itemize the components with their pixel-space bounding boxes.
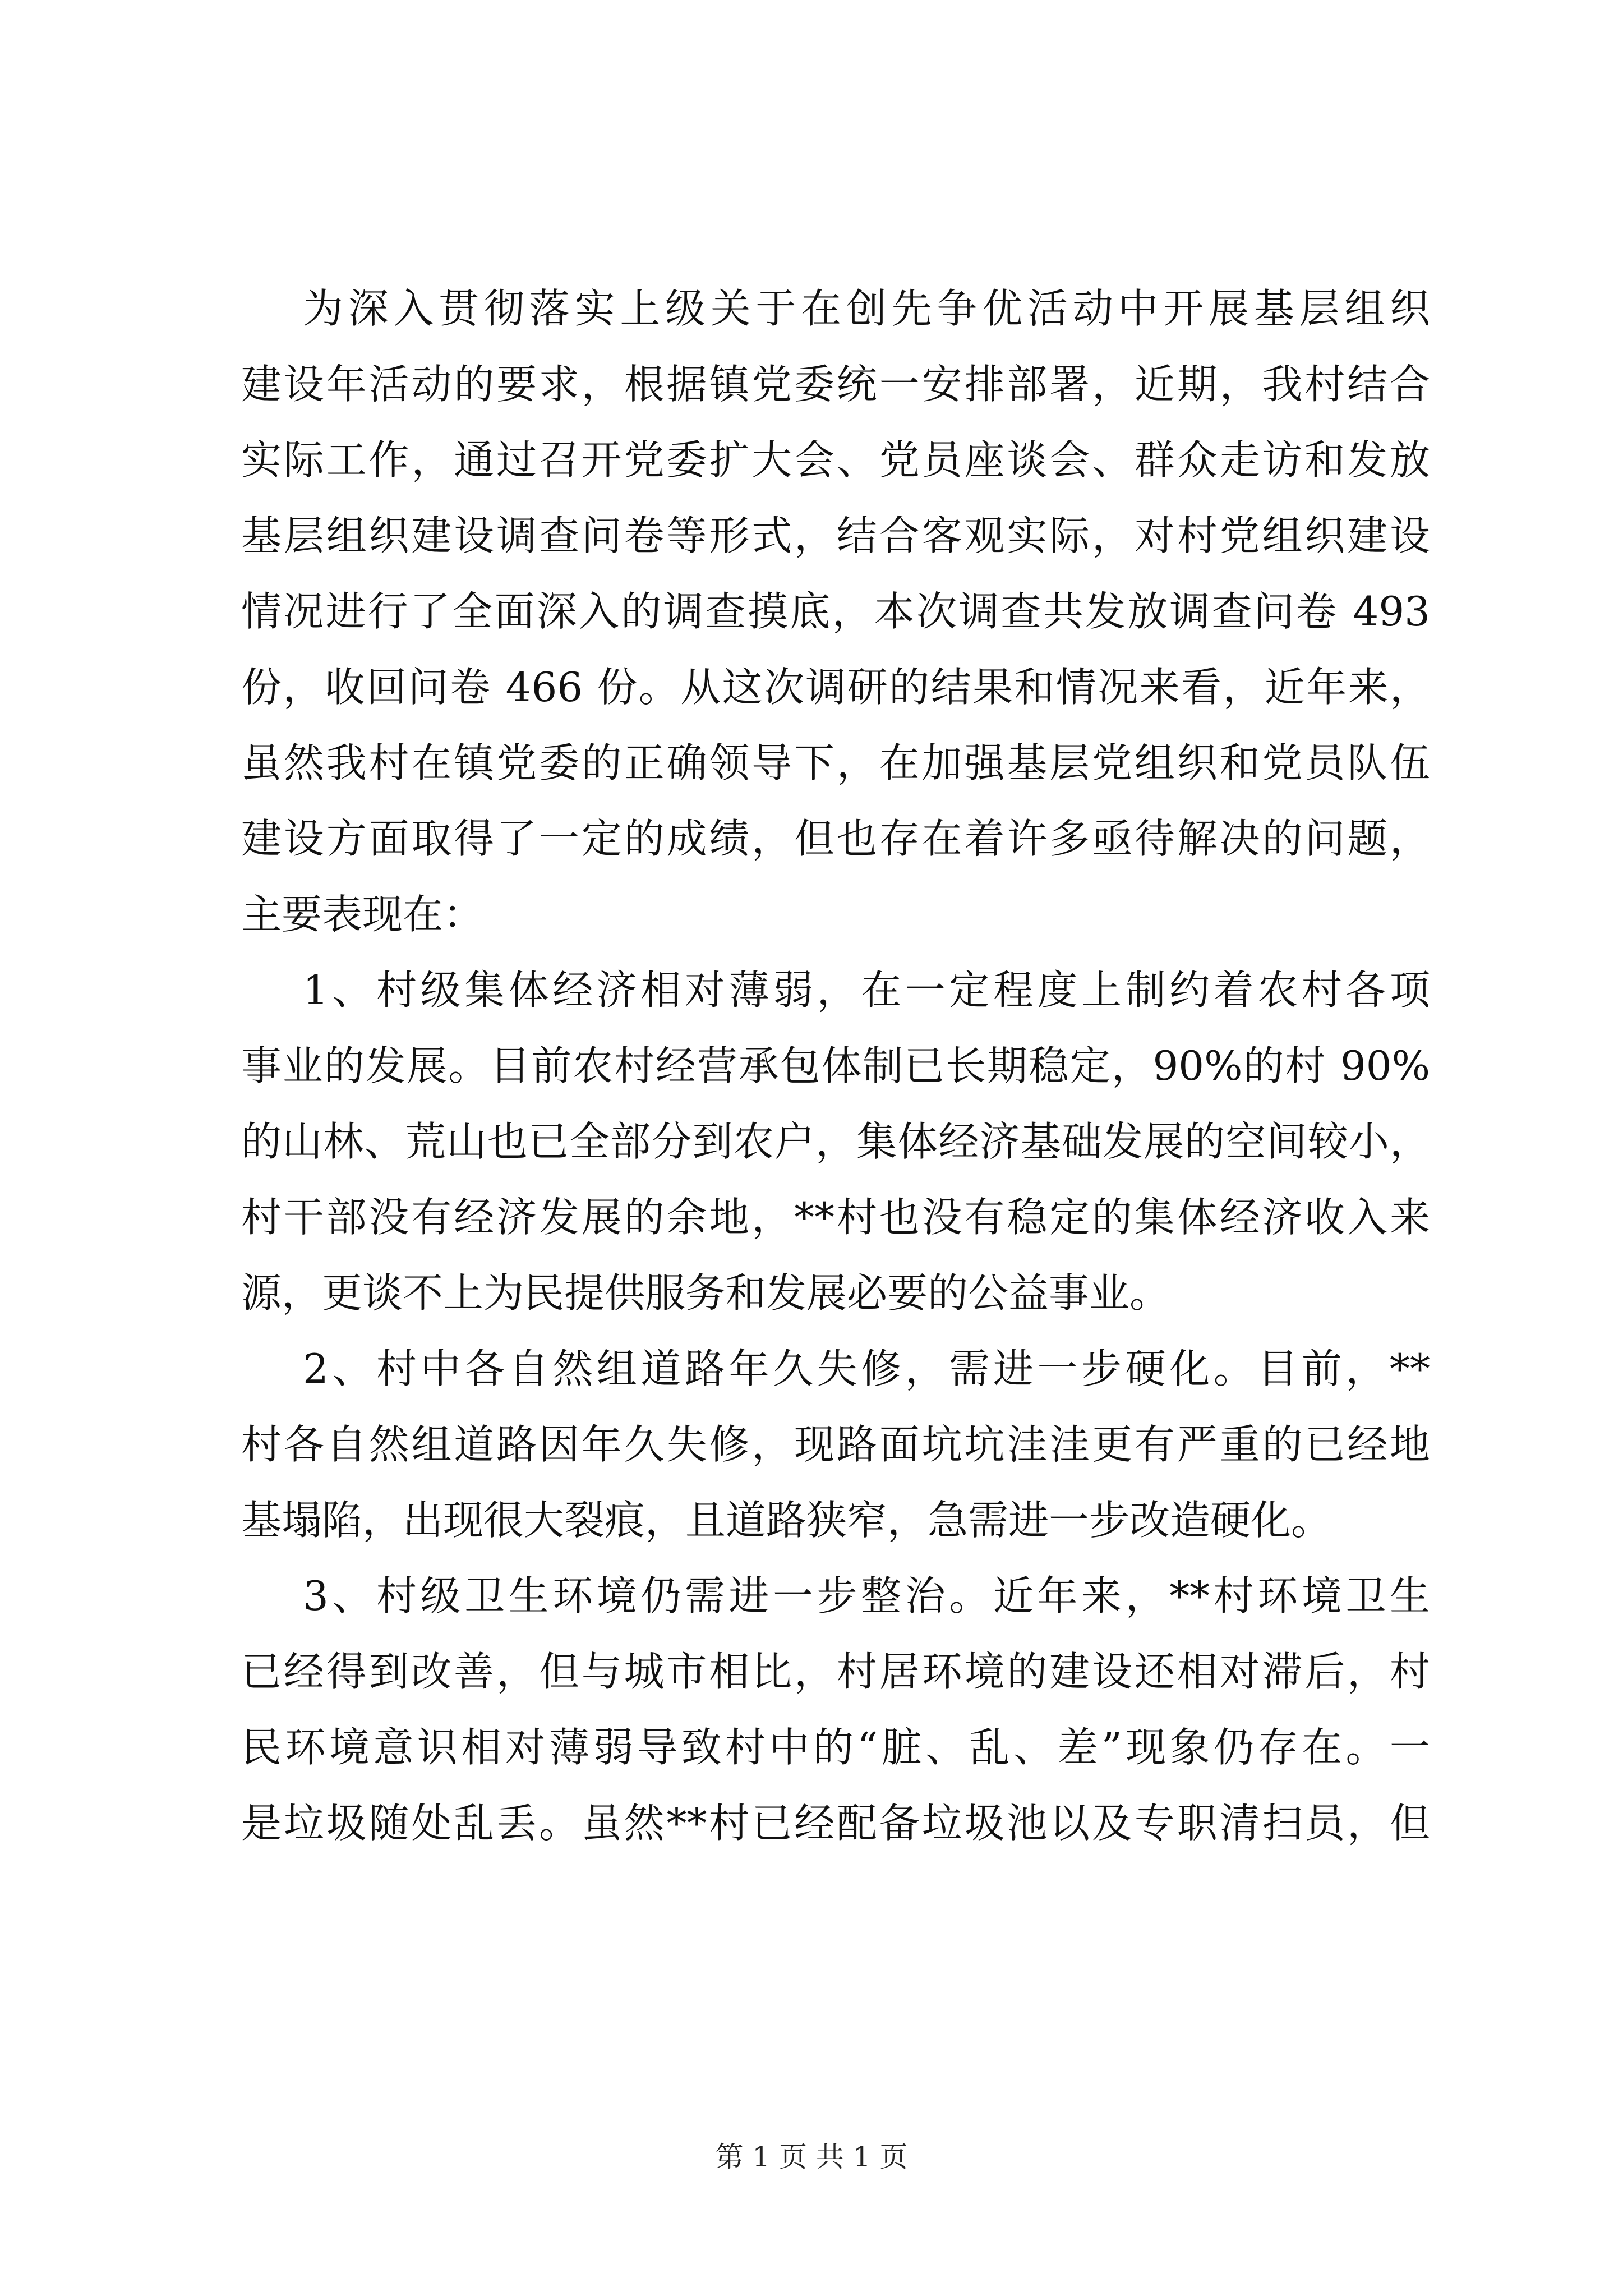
text-line: 民环境意识相对薄弱导致村中的“脏、乱、差”现象仍存在。一 bbox=[241, 1724, 1430, 1771]
text-line: 3、村级卫生环境仍需进一步整治。近年来，**村环境卫生 bbox=[303, 1572, 1430, 1619]
text-line: 情况进行了全面深入的调查摸底，本次调查共发放调查问卷 493 bbox=[241, 588, 1430, 635]
text-line: 已经得到改善，但与城市相比，村居环境的建设还相对滞后，村 bbox=[241, 1648, 1430, 1695]
text-line: 份，收回问卷 466 份。从这次调研的结果和情况来看，近年来， bbox=[241, 664, 1430, 711]
text-line: 主要表现在： bbox=[241, 891, 484, 938]
text-line: 建设年活动的要求，根据镇党委统一安排部署，近期，我村结合 bbox=[241, 361, 1430, 408]
text-line: 的山林、荒山也已全部分到农户，集体经济基础发展的空间较小， bbox=[241, 1118, 1430, 1165]
page-footer: 第 1 页 共 1 页 bbox=[715, 2141, 908, 2173]
text-line: 是垃圾随处乱丢。虽然**村已经配备垃圾池以及专职清扫员，但 bbox=[241, 1800, 1430, 1847]
text-line: 虽然我村在镇党委的正确领导下，在加强基层党组织和党员队伍 bbox=[241, 739, 1430, 786]
text-line: 基层组织建设调查问卷等形式，结合客观实际，对村党组织建设 bbox=[241, 512, 1430, 559]
text-line: 建设方面取得了一定的成绩，但也存在着许多亟待解决的问题， bbox=[241, 815, 1430, 862]
text-line: 1、村级集体经济相对薄弱，在一定程度上制约着农村各项 bbox=[303, 967, 1430, 1014]
text-line: 村各自然组道路因年久失修，现路面坑坑洼洼更有严重的已经地 bbox=[241, 1421, 1430, 1468]
text-line: 村干部没有经济发展的余地，**村也没有稳定的集体经济收入来 bbox=[241, 1194, 1430, 1241]
text-line: 2、村中各自然组道路年久失修，需进一步硬化。目前，** bbox=[303, 1345, 1430, 1392]
text-line: 基塌陷，出现很大裂痕，且道路狭窄，急需进一步改造硬化。 bbox=[241, 1497, 1332, 1544]
text-line: 为深入贯彻落实上级关于在创先争优活动中开展基层组织 bbox=[303, 285, 1430, 332]
text-line: 源，更谈不上为民提供服务和发展必要的公益事业。 bbox=[241, 1269, 1170, 1317]
text-line: 实际工作，通过召开党委扩大会、党员座谈会、群众走访和发放 bbox=[241, 436, 1430, 484]
text-line: 事业的发展。目前农村经营承包体制已长期稳定，90%的村 90% bbox=[241, 1042, 1430, 1089]
